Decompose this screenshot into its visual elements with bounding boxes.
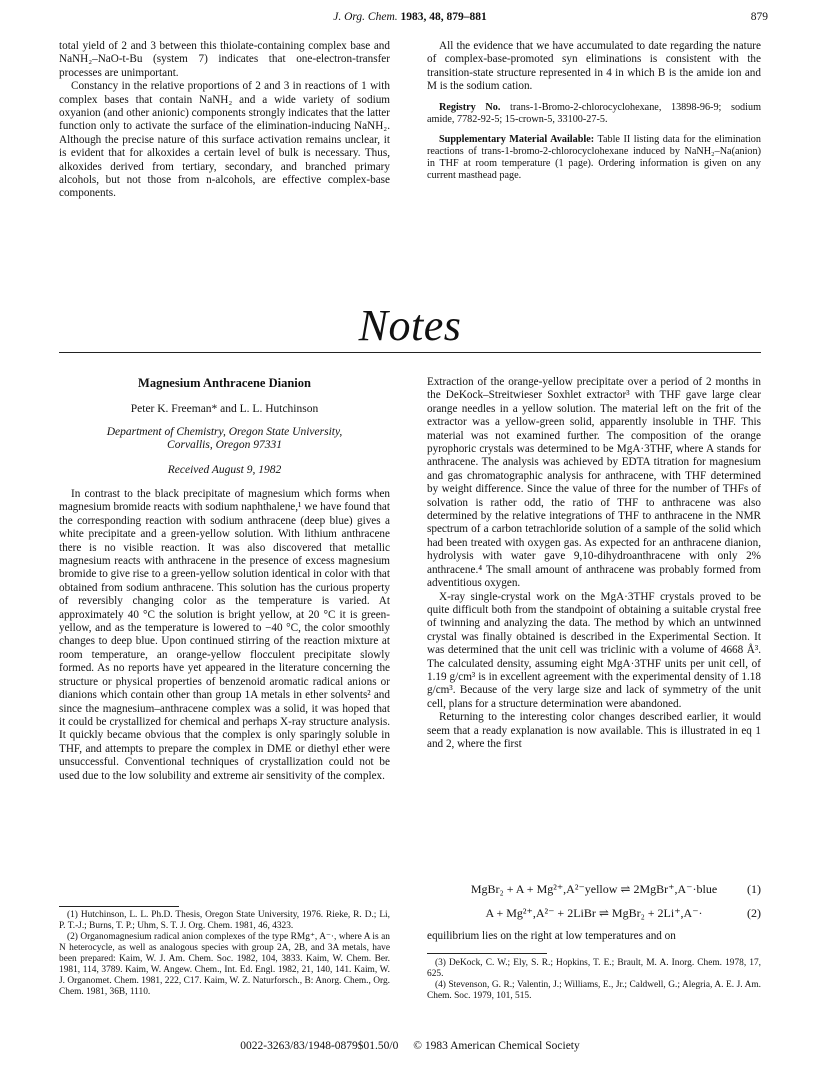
received-date: Received August 9, 1982: [167, 464, 282, 476]
equation-1: [427, 882, 761, 897]
footnote: (1) Hutchinson, L. L. Ph.D. Thesis, Oregon State University, 1976. Rieke, R. D.; Li, P. T.-J.; Burns, T. P.; Uhm, S. T. J. Org. Chem. 1981, 46, 4323.: [59, 910, 390, 931]
volume-info: 1983, 48, 879–881: [400, 11, 487, 23]
registry-numbers: [427, 102, 761, 126]
article-code: 0022-3263/83/1948-0879$01.50/0: [240, 1040, 399, 1052]
article-authors: Peter K. Freeman* and L. L. Hutchinson: [130, 403, 319, 415]
footnote-divider: [59, 906, 179, 907]
paragraph: total yield of 2 and 3 between this thiolate-containing complex base and NaNH₂–NaO-t-Bu (system 7) indicates that one-electron-transfer processes are unimportant.: [59, 40, 390, 79]
equation-text: MgBr₂ + A + Mg²⁺,A²⁻yellow ⇌ 2MgBr⁺,A⁻·blue: [470, 882, 718, 896]
footnote: (2) Organomagnesium radical anion complexes of the type RMg⁺, A⁻·, where A is an N heterocycle, as well as analogous species with group 2A, 2B, and 3A metals, have been prepared: Kaim, W. J. Am. Chem. Soc. 1982, 104, 3833. Kaim, W. Chem. Ber. 1981, 114, 3789. Kaim, W. Angew. Chem., Int. Ed. Engl. 1982, 21, 140, 141. Kaim, W. J. Organomet. Chem. 1981, 222, C17. Kaim, W. Z. Naturforsch., B: Anorg. Chem., Org. Chem. 1981, 36B, 1110.: [59, 932, 390, 997]
paragraph: All the evidence that we have accumulated to date regarding the nature of complex-base-promoted syn eliminations is consistent with the transition-state structure represented in 4 in which B is the amide ion and M is the sodium cation.: [427, 40, 761, 93]
paragraph: In contrast to the black precipitate of magnesium which forms when magnesium bromide reacts with sodium naphthalene,¹ we have found that the corresponding reaction with sodium anthracene (deep blue) gives a white precipitate and a green-yellow solution. With lithium anthracene there is no visible reaction. It was also discovered that metallic magnesium reacts with anthracene in the presence of excess magnesium bromide to give rise to a green-yellow solution identical in color with that obtained from sodium anthracene. This solution has the curious property of reversibly changing color as the temperature is varied. At approximately 40 °C the solution is bright yellow, at 20 °C it is green-yellow, and as the temperature is lowered to −40 °C, the color smoothly changes to deep blue. Upon continued stirring of the reaction mixture at room temperature, an orange-yellow flocculent precipitate slowly formed. As no reports have yet appeared in the literature concerning the structure or physical properties of benzenoid aromatic radical anions or dianions which contain other than group 1A metals in ether solvents² and since the magnesium–anthracene complex was a solid, it was hoped that it could be crystallized for chemical and perhaps X-ray structure analysis. It quickly became obvious that the complex is only sparingly soluble in THF, and attempts to prepare the complex in DME or diethyl ether were unsuccessful. Conventional techniques of crystallization could not be used due to the low solubility and extreme air sensitivity of the complex.: [59, 488, 390, 782]
footnote-divider: [427, 953, 547, 954]
paragraph: Constancy in the relative proportions of 2 and 3 in reactions of 1 with complex bases that contain NaNH₂ and a wide variety of sodium oxyanion (and other anionic) components strongly indicates that the latter function only to activate the surface of the elimination-inducing NaNH₂. Although the precise nature of this surface activation remains unclear, it is evident that for alkoxides a certain level of bulk is necessary. Thus, alkoxides derived from tertiary, secondary, and branched primary alcohols, but not those from n-alcohols, are effective complex-base components.: [59, 80, 390, 200]
running-header: [0, 11, 820, 23]
affiliation-line: Department of Chemistry, Oregon State University,: [106, 426, 343, 438]
copyright: © 1983 American Chemical Society: [413, 1040, 580, 1052]
supplementary-text: Table II listing data for the elimination reactions of trans-1-bromo-2-chlorocyclohexane induced by NaNH₂–Na(anion) in THF at room temperature (1 page). Ordering information is given on any current masthead page.: [427, 133, 761, 181]
supplementary-label: Supplementary Material Available:: [439, 133, 595, 145]
section-title: Notes: [358, 301, 462, 350]
page-number: 879: [750, 11, 768, 23]
article-title: Magnesium Anthracene Dianion: [138, 376, 311, 390]
supplementary-material: [427, 134, 761, 182]
equation-2: [427, 906, 761, 921]
section-divider: [59, 352, 761, 353]
paragraph: equilibrium lies on the right at low temperatures and on: [427, 930, 676, 942]
prev-article-right-column: [427, 40, 761, 182]
affiliation-line: Corvallis, Oregon 97331: [167, 439, 282, 452]
page-footer: [0, 1040, 820, 1052]
footnote: (3) DeKock, C. W.; Ely, S. R.; Hopkins, T. E.; Brault, M. A. Inorg. Chem. 1978, 17, 625.: [427, 958, 761, 979]
equation-number: (1): [747, 882, 761, 896]
article-right-continuation: [427, 930, 761, 943]
prev-article-left-column: [59, 40, 390, 201]
journal-name: J. Org. Chem.: [333, 11, 398, 23]
footnotes-left: [59, 910, 390, 998]
article-affiliation: [59, 426, 390, 453]
registry-text: trans-1-Bromo-2-chlorocyclohexane, 13898-96-9; sodium amide, 7782-92-5; 15-crown-5, 33100-27-5.: [427, 101, 761, 125]
article-left-column: [59, 488, 390, 783]
equation-number: (2): [747, 906, 761, 920]
footnote: (4) Stevenson, G. R.; Valentin, J.; Williams, E., Jr.; Caldwell, G.; Alegria, A. E. J. Am. Chem. Soc. 1979, 101, 515.: [427, 980, 761, 1001]
paragraph: Extraction of the orange-yellow precipitate over a period of 2 months in the DeKock–Streitwieser Soxhlet extractor³ with THF gave large clear orange needles in a yellow solution. The material left on the frit of the extractor was a yellow-green solid, apparently insoluble in THF. This material was not examined further. The composition of the orange pyrophoric crystals was determined to be MgA·3THF, where A stands for anthracene. The analysis was achieved by EDTA titration for magnesium and gas chromatographic analysis for anthracene, with THF determined by weight difference. Since the value of three for the number of THFs of solvation is rather odd, the ratio of THF to anthracene was also determined by the relative integrations of THF to anthracene in the NMR spectrum of a carbon tetrachloride solution of a sample of the solid which had been treated with oxygen gas. As expected for an anthracene dianion, hydrolysis with water gave 9,10-dihydroanthracene with only 2% anthracene.⁴ The small amount of anthracene was probably formed from adventitious oxygen.: [427, 376, 761, 590]
paragraph: Returning to the interesting color changes described earlier, it would seem that a ready explanation is now available. This is illustrated in eq 1 and 2, where the first: [427, 711, 761, 750]
article-right-column: [427, 376, 761, 751]
registry-label: Registry No.: [439, 101, 501, 113]
footnotes-right: [427, 958, 761, 1002]
paragraph: X-ray single-crystal work on the MgA·3THF crystals proved to be quite difficult both from the standpoint of obtaining a suitable crystal free of twinning and analyzing the data. The method by which an untwinned crystal was finally obtained is described in the Experimental Section. It was determined that the unit cell was triclinic with a volume of 4668 Å³. The calculated density, assuming eight MgA·3THF units per unit cell, of 1.19 g/cm³ is in excellent agreement with the experimental density of 1.18 g/cm³. Because of the very large size and lack of symmetry of the unit cell, plans for a structure determination were abandoned.: [427, 590, 761, 710]
equation-text: A + Mg²⁺,A²⁻ + 2LiBr ⇌ MgBr₂ + 2Li⁺,A⁻·: [485, 906, 703, 920]
